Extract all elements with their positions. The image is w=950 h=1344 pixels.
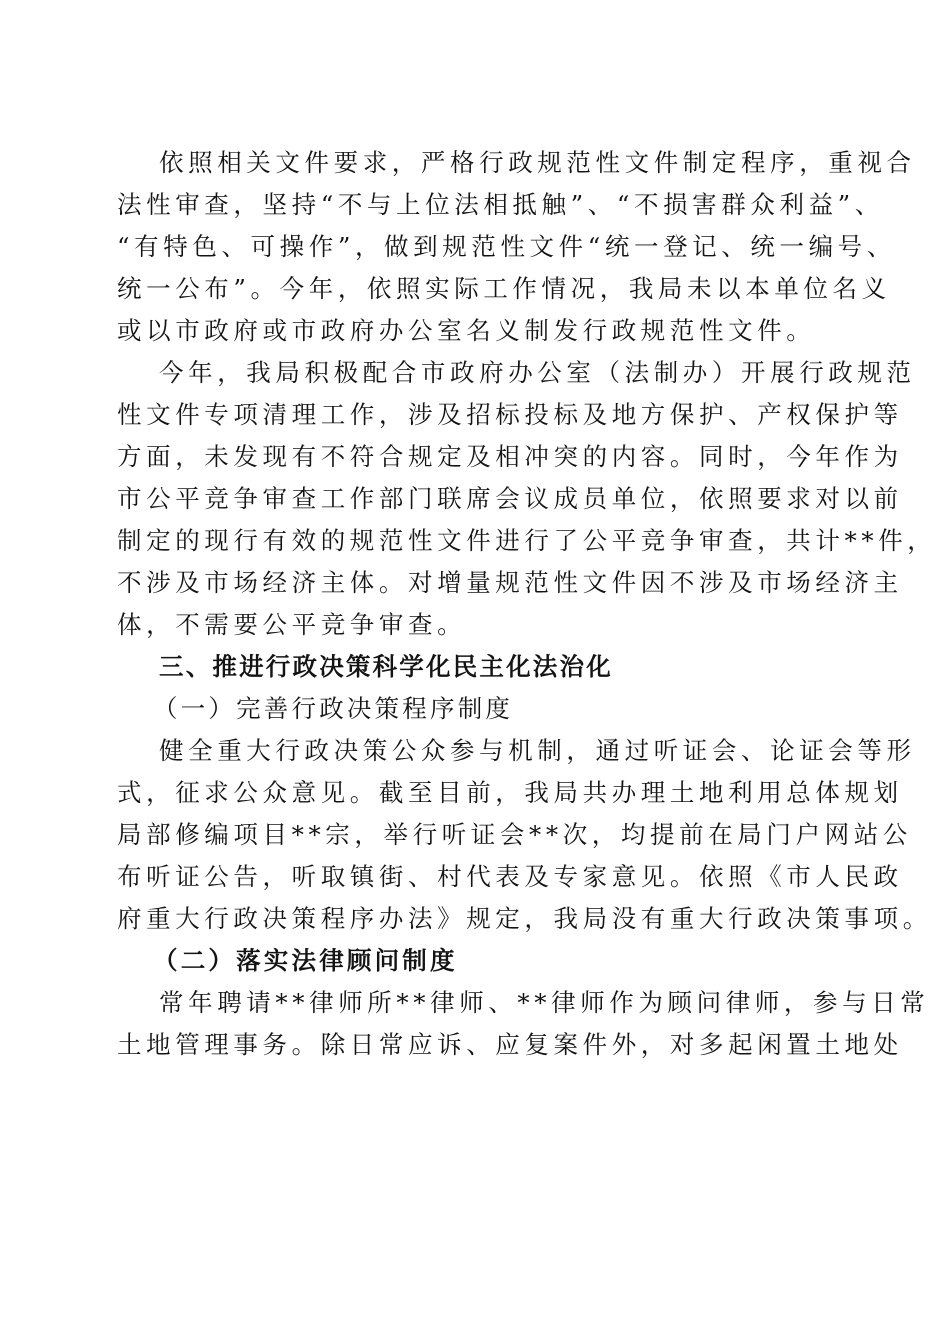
paragraph-normative-documents: [117, 142, 916, 352]
text-line: 土地管理事务。除日常应诉、应复案件外，对多起闲置土地处: [117, 1030, 903, 1059]
text-line: 布听证公告，听取镇街、村代表及专家意见。依照《市人民政: [117, 862, 903, 891]
paragraph-cleanup-review: [117, 352, 937, 646]
subsection-heading-decision-procedure: （一）完善行政决策程序制度: [153, 694, 514, 723]
paragraph-decision-procedure: [117, 730, 932, 940]
subsection-heading-legal-advisor: （二）落实法律顾问制度: [153, 946, 458, 975]
text-line: “有特色、可操作”，做到规范性文件“统一登记、统一编号、: [117, 232, 896, 261]
text-line: 体，不需要公平竞争审查。: [117, 610, 467, 639]
text-line: 法性审查，坚持“不与上位法相抵触”、“不损害群众利益”、: [117, 190, 884, 219]
text-line: 性文件专项清理工作，涉及招标投标及地方保护、产权保护等: [117, 400, 903, 429]
text-line: 常年聘请**律师所**律师、**律师作为顾问律师，参与日常: [159, 988, 930, 1017]
document-body: [117, 142, 937, 1066]
text-line: 依照相关文件要求，严格行政规范性文件制定程序，重视合: [159, 148, 916, 177]
text-line: 府重大行政决策程序办法》规定，我局没有重大行政决策事项。: [117, 904, 932, 933]
paragraph-legal-advisor: [117, 982, 930, 1066]
text-line: 局部修编项目**宗，举行听证会**次，均提前在局门户网站公: [117, 820, 912, 849]
text-line: 式，征求公众意见。截至目前，我局共办理土地利用总体规划: [117, 778, 903, 807]
text-line: 不涉及市场经济主体。对增量规范性文件因不涉及市场经济主: [117, 568, 903, 597]
text-line: 统一公布”。今年，依照实际工作情况，我局未以本单位名义: [117, 274, 891, 303]
text-line: 健全重大行政决策公众参与机制，通过听证会、论证会等形: [159, 736, 916, 765]
text-line: 今年，我局积极配合市政府办公室（法制办）开展行政规范: [159, 358, 916, 387]
text-line: 制定的现行有效的规范性文件进行了公平竞争审查，共计**件，: [117, 526, 937, 555]
text-line: 方面，未发现有不符合规定及相冲突的内容。同时，今年作为: [117, 442, 903, 471]
text-line: 或以市政府或市政府办公室名义制发行政规范性文件。: [117, 316, 816, 345]
text-line: 市公平竞争审查工作部门联席会议成员单位，依照要求对以前: [117, 484, 903, 513]
section-heading: 三、推进行政决策科学化民主化法治化: [159, 652, 613, 681]
